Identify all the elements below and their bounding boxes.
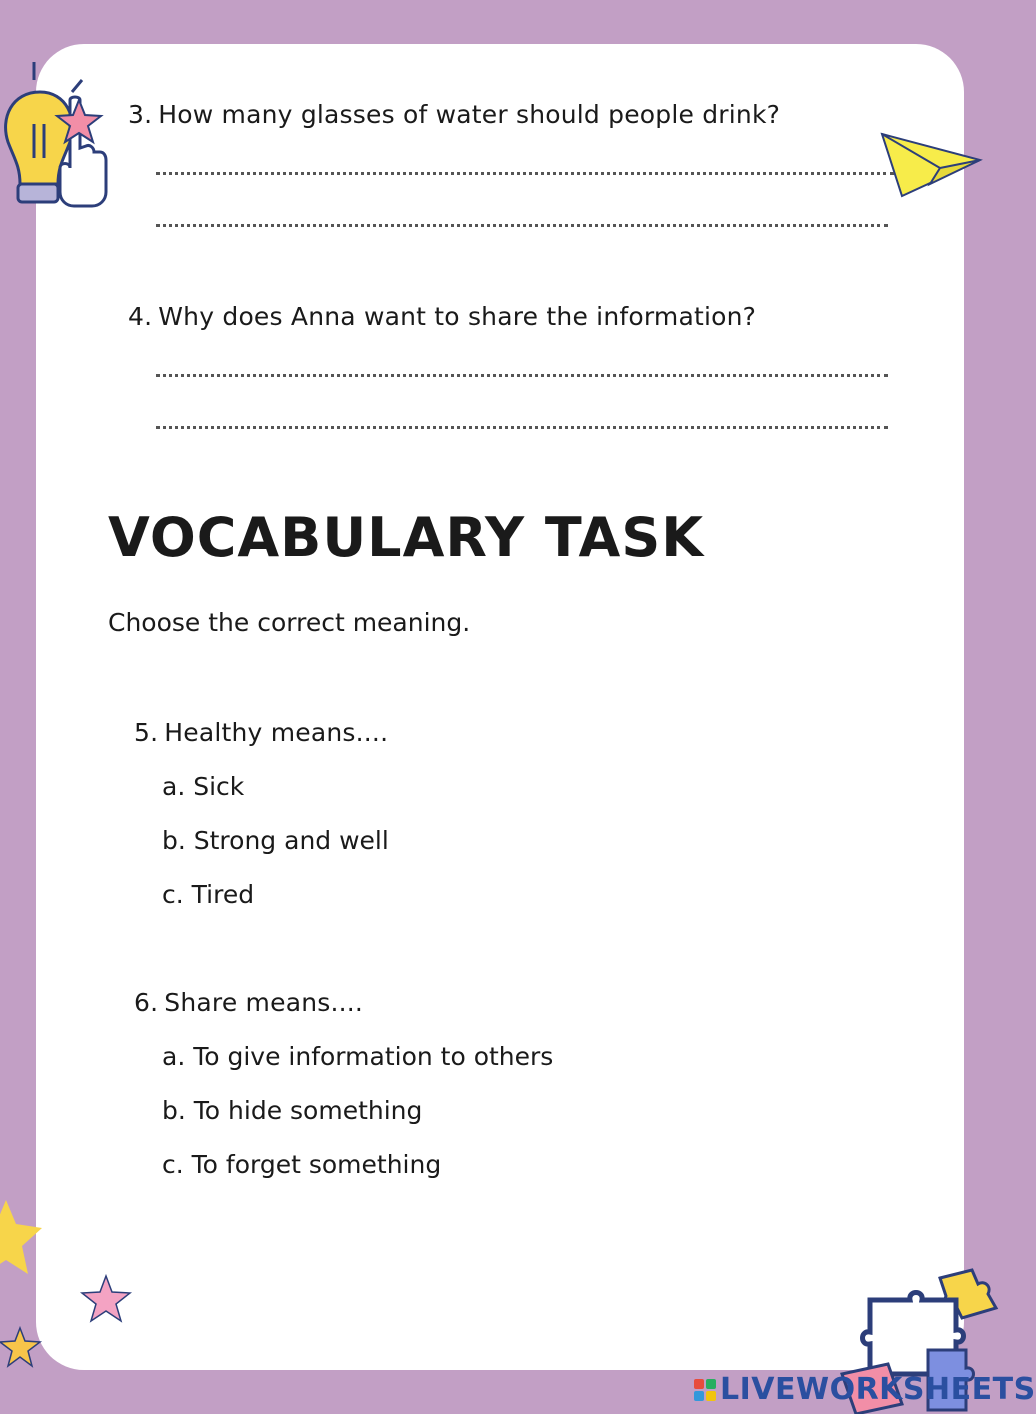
question-text: How many glasses of water should people drink? — [158, 100, 781, 129]
paper-plane-icon — [880, 128, 984, 200]
question-6 — [134, 988, 363, 1017]
brand-name: LIVEWORKSHEETS — [720, 1372, 1036, 1407]
answer-option[interactable]: c. To forget something — [162, 1150, 442, 1179]
question-number: 5. — [134, 718, 159, 747]
question-text: Why does Anna want to share the information? — [158, 302, 757, 331]
question-text: Share means.... — [164, 988, 364, 1017]
question-number: 6. — [134, 988, 159, 1017]
star-icon — [0, 1326, 44, 1370]
answer-option[interactable]: a. To give information to others — [162, 1042, 554, 1071]
answer-line[interactable] — [156, 374, 888, 377]
question-number: 3. — [128, 100, 153, 129]
logo-grid-icon — [694, 1379, 716, 1401]
question-number: 4. — [128, 302, 153, 331]
answer-line[interactable] — [156, 172, 894, 175]
answer-option[interactable]: a. Sick — [162, 772, 245, 801]
question-text: Healthy means.... — [164, 718, 389, 747]
question-3 — [128, 100, 780, 129]
liveworksheets-logo — [694, 1372, 1036, 1407]
star-icon — [0, 1198, 46, 1280]
answer-line[interactable] — [156, 224, 888, 227]
section-heading: VOCABULARY TASK — [108, 506, 705, 569]
answer-option[interactable]: b. Strong and well — [162, 826, 389, 855]
star-icon — [80, 1274, 132, 1324]
question-5 — [134, 718, 388, 747]
instruction-text: Choose the correct meaning. — [108, 608, 471, 637]
answer-option[interactable]: c. Tired — [162, 880, 255, 909]
question-4 — [128, 302, 756, 331]
answer-line[interactable] — [156, 426, 888, 429]
star-icon — [54, 98, 104, 146]
answer-option[interactable]: b. To hide something — [162, 1096, 423, 1125]
